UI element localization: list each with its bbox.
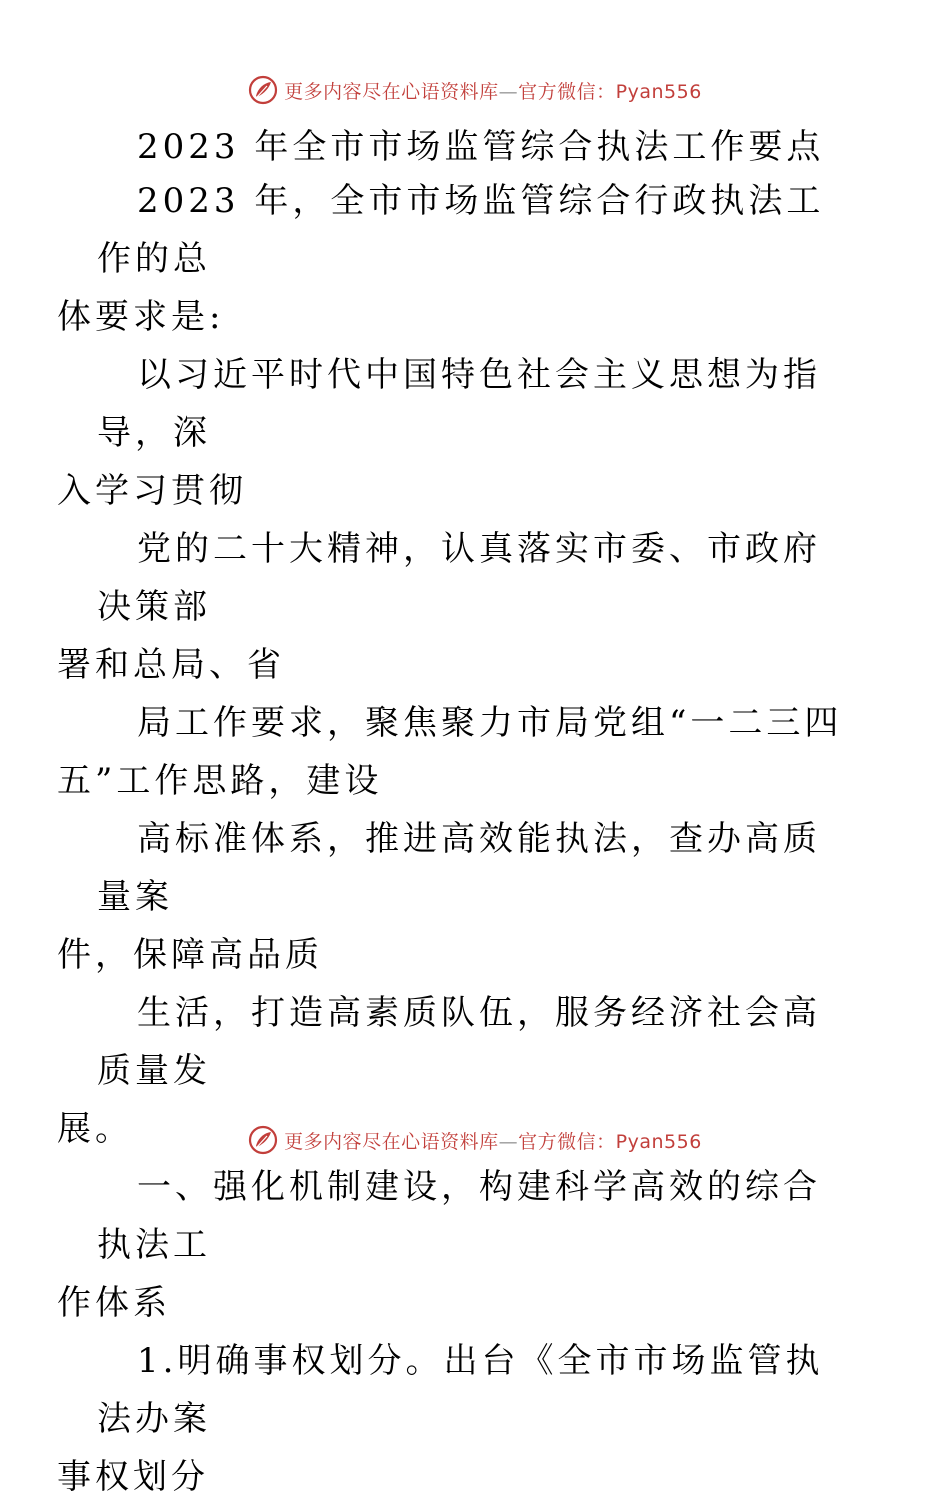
- leaf-pen-icon: [248, 1125, 278, 1155]
- paragraph: [57, 520, 857, 694]
- paragraph: [57, 346, 857, 520]
- watermark-main: 更多内容尽在心语资料库: [284, 1130, 499, 1153]
- paragraph-line: 党的二十大精神，认真落实市委、市政府决策部: [97, 529, 821, 627]
- paragraph-line: 事权划分: [57, 1457, 209, 1497]
- paragraph-line: 以习近平时代中国特色社会主义思想为指导，深: [97, 355, 821, 453]
- paragraph-line: 入学习贯彻: [57, 471, 247, 511]
- paragraph-line: 高标准体系，推进高效能执法，查办高质量案: [97, 819, 821, 917]
- paragraph-line: 体要求是:: [57, 297, 225, 337]
- paragraph: [57, 172, 857, 346]
- watermark-contact: 官方微信：Pyan556: [518, 80, 702, 103]
- paragraph-line: 1.明确事权划分。出台《全市市场监管执法办案: [97, 1341, 824, 1439]
- leaf-pen-icon: [248, 75, 278, 105]
- watermark-separator: —: [498, 80, 519, 103]
- paragraph-line: 局工作要求，聚焦聚力市局党组“一二三四: [137, 703, 843, 743]
- watermark-contact: 官方微信：Pyan556: [518, 1130, 702, 1153]
- paragraph-line: 展。: [57, 1109, 133, 1149]
- paragraph: [57, 1332, 857, 1506]
- paragraph-line: 一、强化机制建设，构建科学高效的综合执法工: [97, 1167, 821, 1265]
- paragraph-line: 生活，打造高素质队伍，服务经济社会高质量发: [97, 993, 821, 1091]
- watermark-text: [284, 77, 702, 104]
- paragraph: [57, 694, 857, 810]
- paragraph-line: 作体系: [57, 1283, 171, 1323]
- paragraph-line: 件，保障高品质: [57, 935, 323, 975]
- document-body: [57, 122, 857, 1506]
- watermark-main: 更多内容尽在心语资料库: [284, 80, 499, 103]
- paragraph-line: 五”工作思路，建设: [57, 761, 383, 801]
- document-title: 2023 年全市市场监管综合执法工作要点: [137, 127, 825, 167]
- section-heading: [57, 1158, 857, 1332]
- watermark-separator: —: [498, 1130, 519, 1153]
- watermark-text: [284, 1127, 702, 1154]
- header-watermark: [0, 70, 950, 110]
- paragraph-line: 署和总局、省: [57, 645, 285, 685]
- paragraph-line: 2023 年，全市市场监管综合行政执法工作的总: [97, 181, 825, 279]
- footer-watermark: [0, 1120, 950, 1160]
- paragraph: [57, 810, 857, 984]
